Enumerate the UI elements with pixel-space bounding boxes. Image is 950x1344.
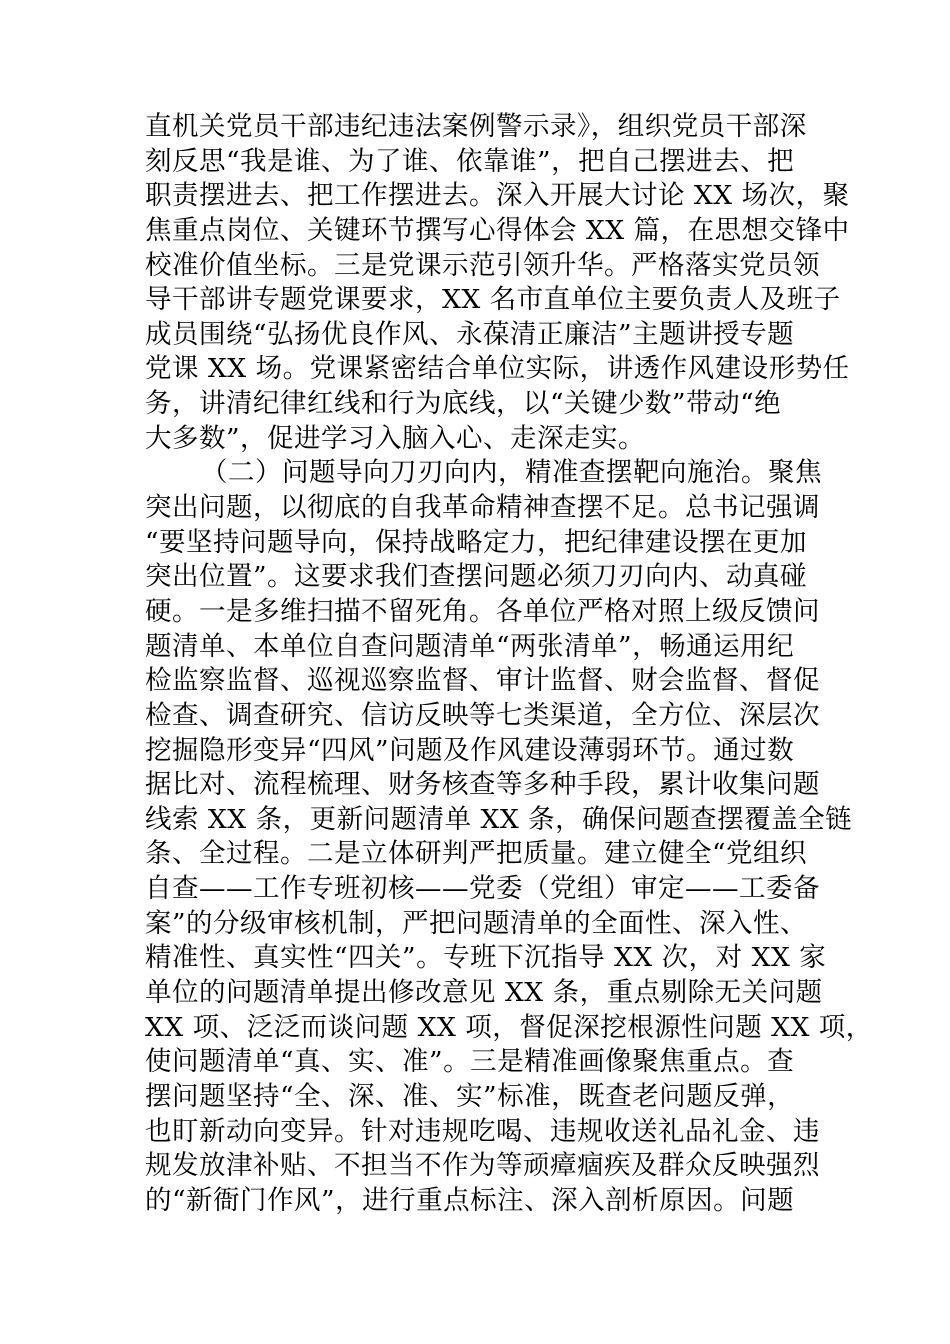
- text-line: 据比对、流程梳理、财务核查等多种手段，累计收集问题: [145, 769, 820, 801]
- text-line: 突出问题，以彻底的自我革命精神查摆不足。总书记强调: [145, 492, 820, 524]
- text-line: 突出位置”。这要求我们查摆问题必须刀刃向内、动真碰: [145, 561, 808, 593]
- text-line: 直机关党员干部违纪违法案例警示录》，组织党员干部深: [145, 111, 807, 142]
- text-line: 的“新衙门作风”，进行重点标注、深入剖析原因。问题: [145, 1184, 795, 1216]
- text-line: 精准性、真实性“四关”。专班下沉指导 XX 次，对 XX 家: [145, 942, 827, 974]
- text-line: 挖掘隐形变异“四风”问题及作风建设薄弱环节。通过数: [145, 734, 795, 766]
- text-line: 题清单、本单位自查问题清单“两张清单”，畅通运用纪: [145, 630, 795, 662]
- text-line: 大多数”，促进学习入脑入心、走深走实。: [145, 422, 646, 454]
- body-text: [145, 110, 873, 1219]
- text-line: 硬。一是多维扫描不留死角。各单位严格对照上级反馈问: [145, 595, 820, 627]
- text-line: 焦重点岗位、关键环节撰写心得体会 XX 篇，在思想交锋中: [145, 214, 850, 246]
- text-line: 校准价值坐标。三是党课示范引领升华。严格落实党员领: [145, 249, 820, 281]
- text-line: 条、全过程。二是立体研判严把质量。建立健全“党组织: [145, 838, 808, 870]
- text-line: 成员围绕“弘扬优良作风、永葆清正廉洁”主题讲授专题: [145, 318, 795, 350]
- text-line: 职责摆进去、把工作摆进去。深入开展大讨论 XX 场次，聚: [145, 180, 850, 212]
- text-line: 也盯新动向变异。针对违规吃喝、违规收送礼品礼金、违: [145, 1115, 820, 1147]
- text-line: 自查——工作专班初核——党委（党组）审定——工委备: [145, 873, 820, 905]
- text-line: 线索 XX 条，更新问题清单 XX 条，确保问题查摆覆盖全链: [145, 803, 853, 835]
- text-line: 规发放津补贴、不担当不作为等顽瘴痼疾及群众反映强烈: [145, 1150, 820, 1182]
- text-line: 检查、调查研究、信访反映等七类渠道，全方位、深层次: [145, 699, 820, 731]
- text-line: 导干部讲专题党课要求，XX 名市直单位主要负责人及班子: [145, 284, 841, 316]
- text-line: 单位的问题清单提出修改意见 XX 条，重点剔除无关问题: [145, 977, 823, 1009]
- text-line: “要坚持问题导向，保持战略定力，把纪律建设摆在更加: [145, 526, 808, 558]
- text-line: 使问题清单“真、实、准”。三是精准画像聚焦重点。查: [145, 1046, 795, 1078]
- text-line: 案”的分级审核机制，严把问题清单的全面性、深入性、: [145, 907, 808, 939]
- text-line: 检监察监督、巡视巡察监督、审计监督、财会监督、督促: [145, 665, 820, 697]
- text-line: 务，讲清纪律红线和行为底线，以“关键少数”带动“绝: [145, 388, 782, 420]
- text-line: 刻反思“我是谁、为了谁、依靠谁”，把自己摆进去、把: [145, 145, 795, 177]
- text-line: XX 项、泛泛而谈问题 XX 项，督促深挖根源性问题 XX 项，: [145, 1011, 873, 1043]
- text-line: 摆问题坚持“全、深、准、实”标准，既查老问题反弹，: [145, 1080, 795, 1112]
- text-line: 党课 XX 场。党课紧密结合单位实际，讲透作风建设形势任: [145, 353, 850, 385]
- text-line: （二）问题导向刀刃向内，精准查摆靶向施治。聚焦: [201, 457, 822, 489]
